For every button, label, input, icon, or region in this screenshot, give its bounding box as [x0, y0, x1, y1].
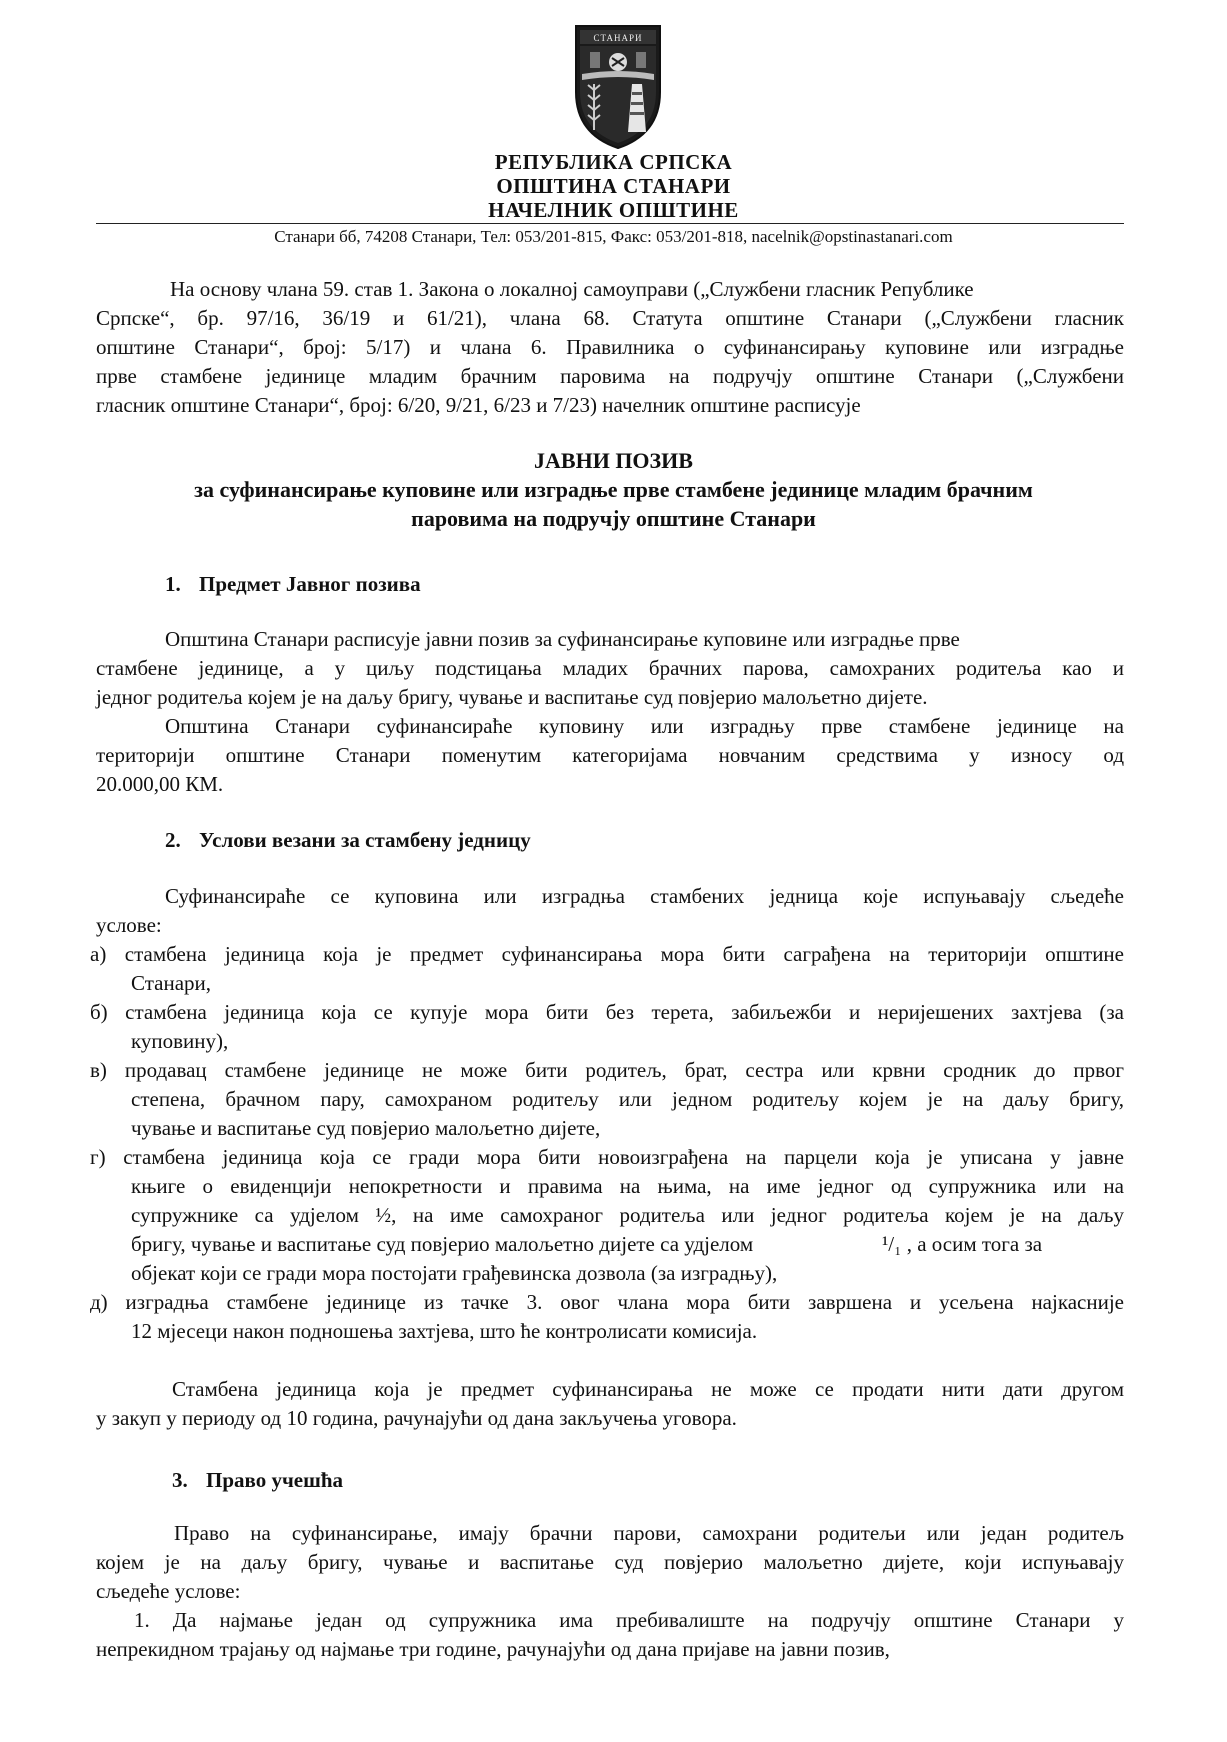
section-3-intro-line-2: којем је на даљу бригу, чување и васпитање суд повјерио малољетно дијете, који испуњавају — [96, 1550, 1124, 1574]
document-subtitle-1: за суфинансирање куповине или изградње прве стамбене јединице младим брачним — [194, 477, 1033, 502]
condition-v-line-2: степена, брачном пару, самохраном родитељу или једном родитељу којем је на даљу бригу, — [131, 1087, 1124, 1111]
condition-a-line-1: а) стамбена јединица која је предмет суфинансирања мора бити саграђена на територији општине — [90, 942, 1124, 966]
section-1-p2-line-1: Општина Станари суфинансираће куповину или изградњу прве стамбене јединице на — [165, 714, 1124, 738]
municipality-crest-icon — [572, 22, 664, 150]
document-title: ЈАВНИ ПОЗИВ — [534, 448, 693, 473]
intro-line-2: Српске“, бр. 97/16, 36/19 и 61/21), члана 68. Статута општине Станари („Службени гласник — [96, 306, 1124, 330]
section-3-intro-line-1: Право на суфинансирање, имају брачни парови, самохрани родитељи или један родитељ — [174, 1521, 1124, 1545]
condition-a-line-2: Станари, — [131, 971, 212, 995]
intro-line-1: На основу члана 59. став 1. Закона о локалној самоуправи („Службени гласник Републике — [170, 277, 974, 301]
condition-b-line-1: б) стамбена јединица која се купује мора бити без терета, забиљежби и неријешених захтјева (за — [90, 1000, 1124, 1024]
section-1-p1-line-3: једног родитеља којем је на даљу бригу, чување и васпитање суд повјерио малољетно дијете. — [96, 685, 928, 709]
section-2-heading — [165, 826, 531, 854]
condition-g-line-4-tail: ¹/₁ , а осим тога за — [882, 1232, 1043, 1256]
section-1-heading — [165, 570, 421, 598]
section-2-intro-line-2: услове: — [96, 913, 162, 937]
condition-g-line-1: г) стамбена јединица која се гради мора бити новоизграђена на парцели која је уписана у јавне — [90, 1145, 1124, 1169]
section-1-title: Предмет Јавног позива — [199, 572, 421, 596]
intro-line-4: прве стамбене јединице младим брачним паровима на подручју општине Станари („Службени — [96, 364, 1124, 388]
condition-v-line-3: чување и васпитање суд повјерио малољетно дијете, — [131, 1116, 601, 1140]
eligibility-1-line-1: 1. Да најмање један од супружника има пребивалиште на подручју општине Станари у — [134, 1608, 1124, 1632]
condition-g-line-2: књиге о евиденцији непокретности и правима на њима, на име једног од супружника или на — [131, 1174, 1124, 1198]
section-3-number: 3. — [172, 1468, 188, 1492]
section-2-closing-line-1: Стамбена јединица која је предмет суфинансирања не може се продати нити дати другом — [172, 1377, 1124, 1401]
eligibility-1-line-2: непрекидном трајању од најмање три године, рачунајући од дана пријаве на јавни позив, — [96, 1637, 890, 1661]
section-3-heading — [172, 1466, 343, 1494]
crest-text: СТАНАРИ — [593, 33, 643, 43]
document-subtitle-2: паровима на подручју општине Станари — [411, 506, 816, 531]
header-mayor: НАЧЕЛНИК ОПШТИНЕ — [488, 198, 739, 222]
intro-line-5: гласник општине Станари“, број: 6/20, 9/21, 6/23 и 7/23) начелник општине расписује — [96, 393, 861, 417]
section-1-p2-line-2: територији општине Станари поменутим категоријама новчаним средствима у износу од — [96, 743, 1124, 767]
header-municipality: ОПШТИНА СТАНАРИ — [496, 174, 731, 198]
section-1-number: 1. — [165, 572, 181, 596]
condition-d-line-1: д) изградња стамбене јединице из тачке 3. овог члана мора бити завршена и усељена најкасније — [90, 1290, 1124, 1314]
section-2-intro-line-1: Суфинансираће се куповина или изградња стамбених једница које испуњавају сљедеће — [165, 884, 1124, 908]
header-divider — [96, 223, 1124, 224]
header-republic: РЕПУБЛИКА СРПСКА — [494, 150, 733, 174]
section-3-title: Право учешћа — [206, 1468, 344, 1492]
condition-g-line-5: објекат који се гради мора постојати грађевинска дозвола (за изградњу), — [131, 1261, 778, 1285]
condition-b-line-2: куповину), — [131, 1029, 229, 1053]
section-2-number: 2. — [165, 828, 181, 852]
section-2-title: Услови везани за стамбену једницу — [199, 828, 531, 852]
section-1-p1-line-1: Општина Станари расписује јавни позив за суфинансирање куповине или изградње прве — [165, 627, 960, 651]
section-1-p1-line-2: стамбене јединице, а у циљу подстицања младих брачних парова, самохраних родитеља као и — [96, 656, 1124, 680]
condition-g-line-4: бригу, чување и васпитање суд повјерио малољетно дијете са удјелом — [131, 1232, 754, 1256]
condition-g-line-3: супружнике са удјелом ½, на име самохраног родитеља или једног родитеља којем је на даљу — [131, 1203, 1124, 1227]
section-2-closing-line-2: у закуп у периоду од 10 година, рачунајући од дана закључења уговора. — [96, 1406, 737, 1430]
condition-d-line-2: 12 мјесеци након подношења захтјева, што ће контролисати комисија. — [131, 1319, 758, 1343]
intro-line-3: општине Станари“, број: 5/17) и члана 6. Правилника о суфинансирању куповине или изградње — [96, 335, 1124, 359]
section-3-intro-line-3: сљедеће услове: — [96, 1579, 241, 1603]
section-1-p2-line-3: 20.000,00 КМ. — [96, 772, 224, 796]
header-contact-line: Станари бб, 74208 Станари, Тел: 053/201-815, Факс: 053/201-818, nacelnik@opstinastanari.com — [274, 227, 953, 246]
condition-v-line-1: в) продавац стамбене јединице не може бити родитељ, брат, сестра или крвни сродник до првог — [90, 1058, 1124, 1082]
